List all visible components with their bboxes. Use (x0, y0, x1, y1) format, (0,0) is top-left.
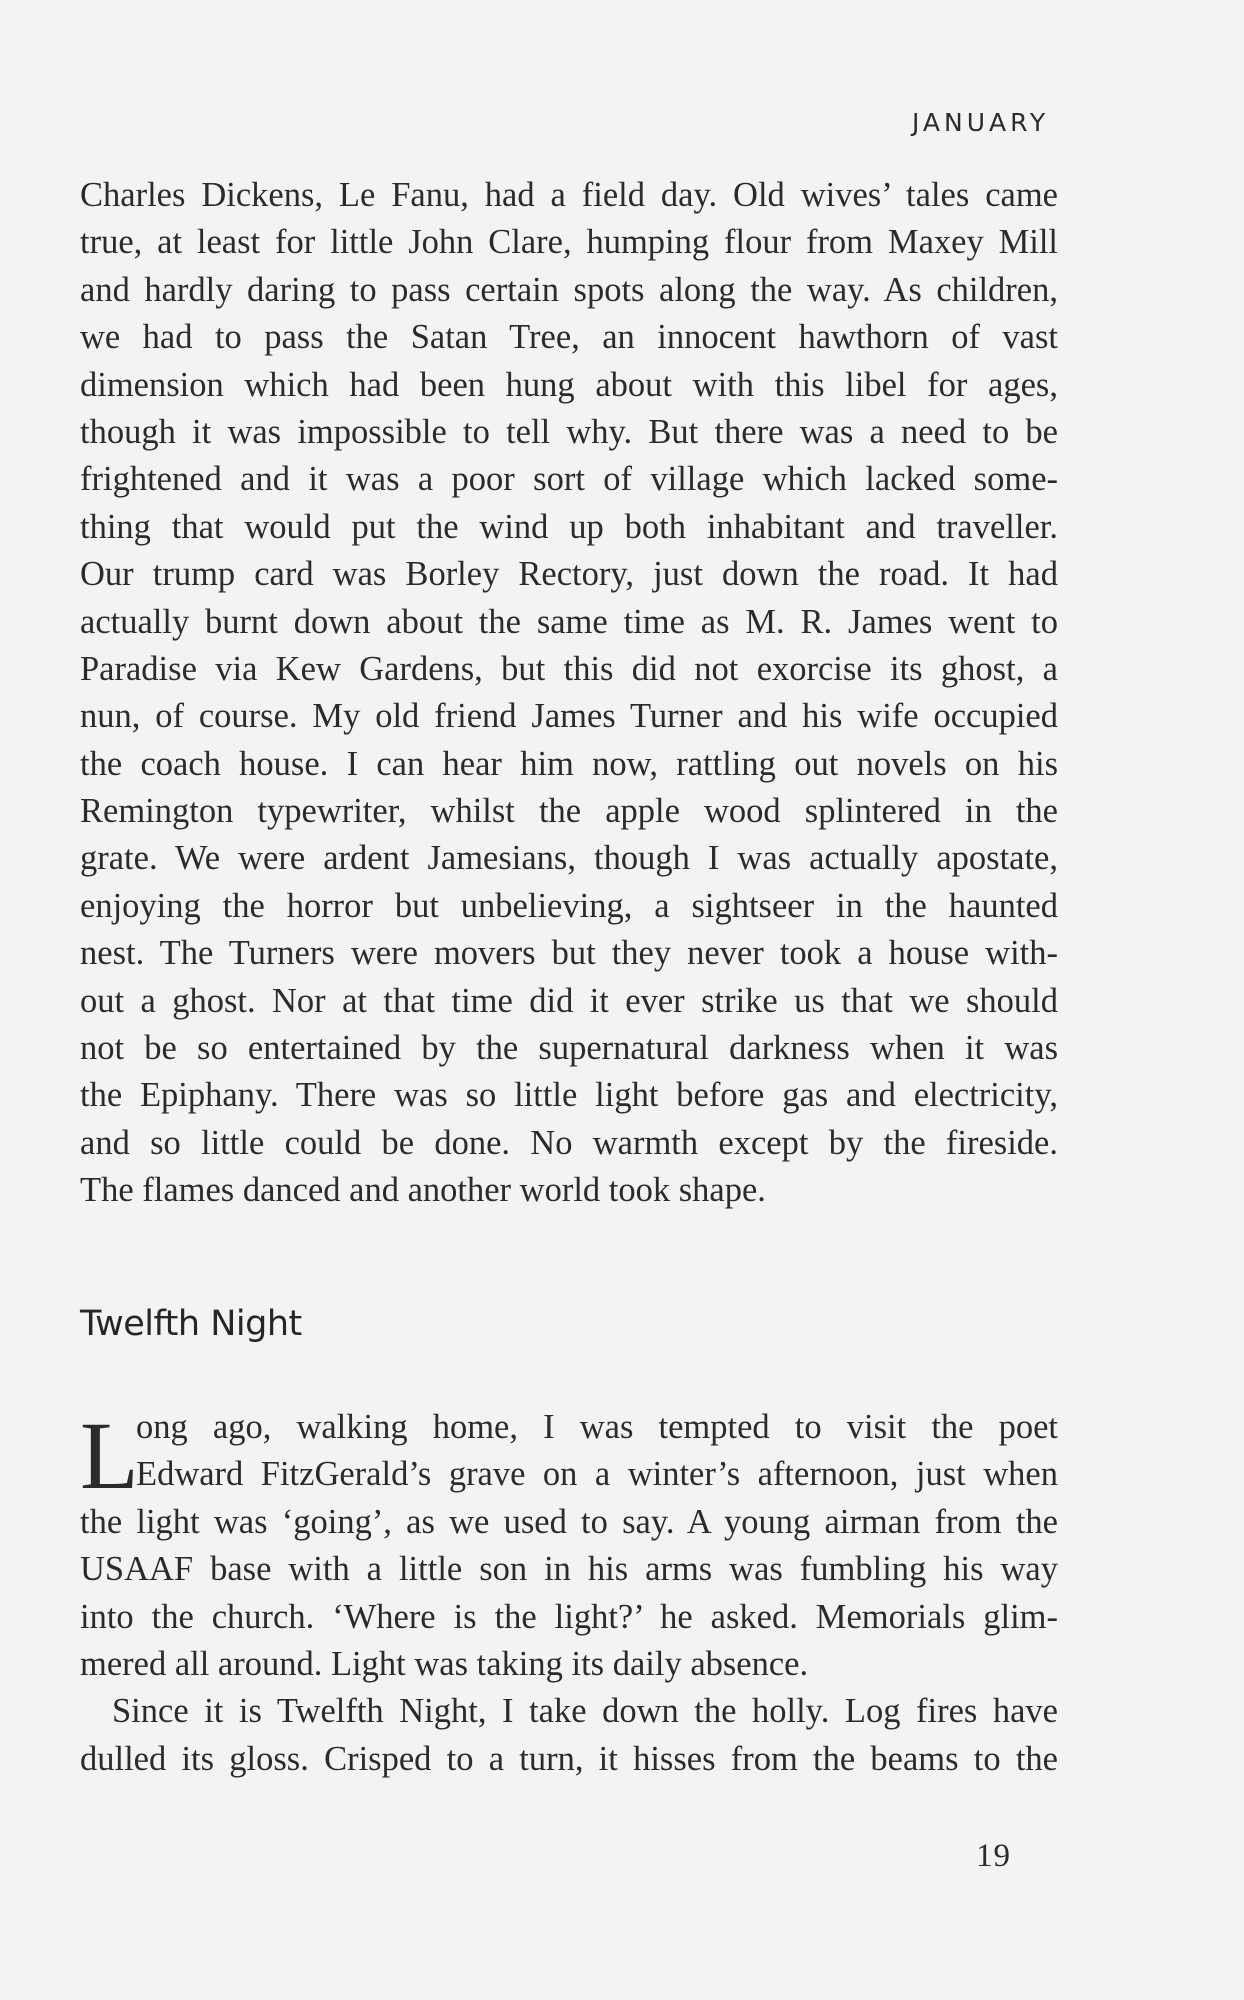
text-line: USAAF base with a little son in his arms was fumbling his way (80, 1550, 1058, 1589)
text-line: not be so entertained by the supernatural darkness when it was (80, 1029, 1058, 1068)
text-line: Paradise via Kew Gardens, but this did not exorcise its ghost, a (80, 649, 1058, 688)
text-line: ong ago, walking home, I was tempted to visit the poet (136, 1408, 1058, 1446)
text-line: and hardly daring to pass certain spots along the way. As children, (80, 270, 1058, 309)
text-line: Since it is Twelfth Night, I take down the holly. Log fires have (112, 1692, 1058, 1731)
text-line: dulled its gloss. Crisped to a turn, it hisses from the beams to the (80, 1739, 1058, 1778)
text-line: The flames danced and another world took shape. (80, 1171, 766, 1210)
drop-cap-paragraph (80, 1402, 1058, 1509)
text-line: nun, of course. My old friend James Turner and his wife occupied (80, 697, 1058, 736)
text-line: the Epiphany. There was so little light before gas and electricity, (80, 1076, 1058, 1115)
text-line: Edward FitzGerald’s grave on a winter’s afternoon, just when (136, 1455, 1058, 1494)
text-line: Charles Dickens, Le Fanu, had a field day. Old wives’ tales came (80, 176, 1058, 214)
text-line: into the church. ‘Where is the light?’ he asked. Memorials glim- (80, 1597, 1058, 1636)
text-line: actually burnt down about the same time as M. R. James went to (80, 602, 1058, 641)
page-number: 19 (976, 1838, 1011, 1874)
text-line: the coach house. I can hear him now, rattling out novels on his (80, 744, 1058, 783)
text-line: thing that would put the wind up both inhabitant and traveller. (80, 507, 1058, 546)
text-line: enjoying the horror but unbelieving, a sightseer in the haunted (80, 886, 1058, 925)
text-line: grate. We were ardent Jamesians, though I was actually apostate, (80, 839, 1058, 878)
text-line: nest. The Turners were movers but they never took a house with- (80, 934, 1058, 973)
running-head: JANUARY (912, 108, 1050, 137)
text-line: and so little could be done. No warmth except by the fireside. (80, 1123, 1058, 1162)
text-line: mered all around. Light was taking its daily absence. (80, 1644, 809, 1683)
drop-cap: L (80, 1402, 139, 1509)
continued-paragraph (80, 172, 1058, 1215)
text-line: Our trump card was Borley Rectory, just down the road. It had (80, 555, 1058, 594)
text-line: Remington typewriter, whilst the apple wood splintered in the (80, 792, 1058, 831)
text-line: out a ghost. Nor at that time did it ever strike us that we should (80, 981, 1058, 1020)
section-body (80, 1404, 1058, 1783)
text-line: frightened and it was a poor sort of village which lacked some- (80, 460, 1058, 499)
text-line: dimension which had been hung about with this libel for ages, (80, 365, 1058, 404)
text-line: true, at least for little John Clare, humping flour from Maxey Mill (80, 223, 1058, 262)
text-line: the light was ‘going’, as we used to say. A young airman from the (80, 1502, 1058, 1541)
text-line: we had to pass the Satan Tree, an innocent hawthorn of vast (80, 318, 1058, 357)
text-line: though it was impossible to tell why. But there was a need to be (80, 412, 1058, 451)
section-heading: Twelfth Night (80, 1304, 302, 1344)
